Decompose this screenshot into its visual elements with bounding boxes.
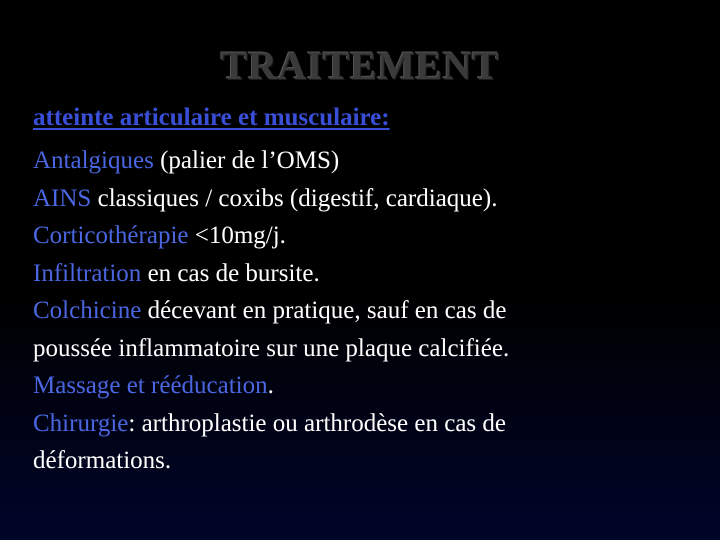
list-item	[33, 217, 713, 255]
term-description: (palier de l’OMS)	[153, 147, 340, 174]
term-highlight: Massage et rééducation	[33, 372, 268, 399]
term-description: <10mg/j.	[188, 222, 286, 249]
term-highlight: Antalgiques	[33, 147, 154, 174]
treatment-list	[33, 142, 713, 480]
term-description: décevant en pratique, sauf en cas de	[141, 297, 507, 324]
term-highlight: Infiltration	[33, 259, 142, 287]
term-highlight: Colchicine	[33, 297, 142, 324]
term-highlight: AINS	[33, 184, 92, 212]
term-highlight: Chirurgie	[33, 409, 129, 437]
term-highlight: Corticothérapie	[33, 222, 189, 249]
term-description: en cas de bursite.	[141, 259, 320, 287]
list-item	[33, 142, 713, 180]
term-description: poussée inflammatoire sur une plaque calcifiée.	[33, 334, 510, 362]
section-heading: atteinte articulaire et musculaire:	[33, 104, 390, 131]
term-description: .	[267, 372, 274, 399]
term-description: classiques / coxibs (digestif, cardiaque).	[91, 184, 498, 212]
term-description: : arthroplastie ou arthrodèse en cas de	[128, 409, 506, 437]
list-item-continuation	[33, 442, 713, 480]
list-item-continuation	[33, 330, 713, 368]
list-item	[33, 180, 713, 218]
list-item	[33, 292, 713, 330]
slide-title: TRAITEMENT	[220, 43, 500, 88]
term-description: déformations.	[33, 447, 172, 474]
list-item	[33, 405, 713, 443]
list-item	[33, 367, 713, 405]
list-item	[33, 255, 713, 293]
